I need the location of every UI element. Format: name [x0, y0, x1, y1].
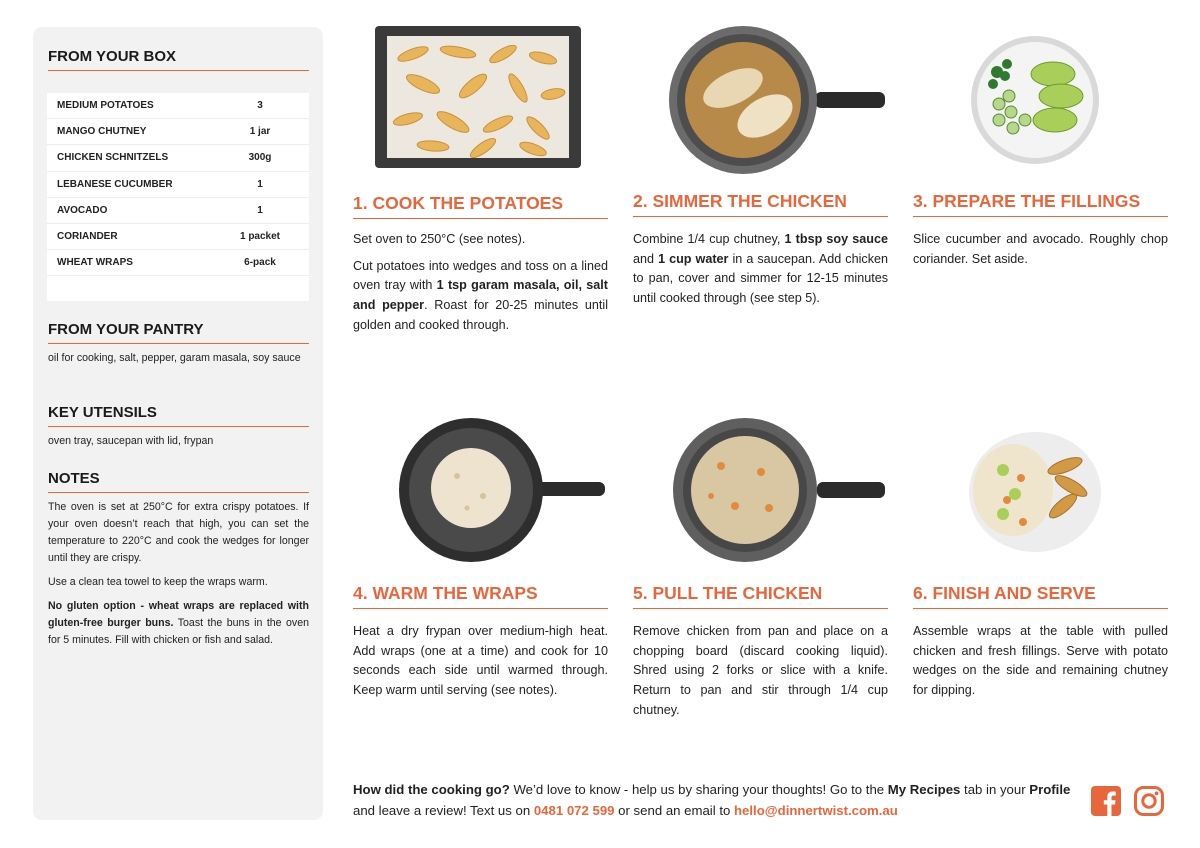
step-text: Assemble wraps at the table with pulled chicken and fresh fillings. Serve with potato wedges on the side and remaining chutney for dipping.: [913, 624, 1168, 698]
step-title: 4. WARM THE WRAPS: [353, 583, 608, 609]
table-row: [47, 250, 309, 276]
step-title: 2. SIMMER THE CHICKEN: [633, 191, 888, 217]
pulled-chicken-saucepan-image: [671, 416, 885, 564]
ingredient-qty: 1: [257, 178, 263, 190]
text-bold: 1 cup water: [658, 251, 729, 266]
table-row: [47, 198, 309, 224]
ingredient-qty: 6-pack: [244, 257, 276, 269]
pantry-text: oil for cooking, salt, pepper, garam masala, soy sauce: [48, 352, 301, 364]
from-box-heading: FROM YOUR BOX: [48, 48, 309, 71]
instagram-icon[interactable]: [1133, 785, 1165, 817]
table-row: [47, 224, 309, 250]
profile-link[interactable]: Profile: [1029, 782, 1071, 797]
footer-text: We’d love to know - help us by sharing your thoughts! Go to the: [509, 782, 888, 797]
finished-wraps-image: [967, 430, 1103, 554]
step-title: 6. FINISH AND SERVE: [913, 583, 1168, 609]
text-bold: 1 tbsp soy sauce: [784, 232, 888, 246]
ingredient-qty: 1: [257, 204, 263, 216]
notes-heading: NOTES: [48, 470, 309, 493]
step-text: Slice cucumber and avocado. Roughly chop coriander. Set aside.: [913, 232, 1168, 266]
note-paragraph: [48, 598, 309, 649]
step-paragraph: [353, 257, 608, 336]
ingredient-name: CHICKEN SCHNITZELS: [57, 152, 169, 164]
fillings-plate-image: [969, 34, 1101, 166]
ingredient-qty: 3: [257, 100, 263, 112]
utensils-text: oven tray, saucepan with lid, frypan: [48, 435, 214, 447]
table-row: [47, 93, 309, 119]
step-text: [633, 230, 888, 316]
email-link[interactable]: hello@dinnertwist.com.au: [734, 803, 898, 818]
ingredient-name: CORIANDER: [57, 231, 118, 243]
ingredient-qty: 1 packet: [239, 231, 281, 243]
text-span: . Roast for 20-25 minutes until golden and cooked through.: [353, 298, 608, 332]
step-title: 3. PREPARE THE FILLINGS: [913, 191, 1168, 217]
table-row: [47, 119, 309, 145]
text-bold: 1 tsp garam masala, oil, salt and pepper: [353, 278, 608, 313]
note-paragraph: Use a clean tea towel to keep the wraps warm.: [48, 576, 268, 588]
text-span: Cut potatoes into wedges and toss on a lined oven tray with: [353, 258, 608, 293]
ingredient-qty: 300g: [248, 152, 272, 164]
text-span: and: [633, 251, 659, 266]
box-ingredients-table: [47, 93, 309, 301]
ingredient-qty: 1 jar: [249, 126, 271, 138]
ingredient-name: AVOCADO: [57, 204, 108, 216]
note-rest: Toast the buns in the oven for 5 minutes. Fill with chicken or fish and salad.: [48, 617, 309, 646]
text-span: in a saucepan. Add chicken to pan, cover and simmer for 12-15 minutes until cooked through (see step 5).: [633, 251, 888, 306]
footer-text: or send an email to: [614, 803, 734, 818]
note-paragraph: The oven is set at 250°C for extra crispy potatoes. If your oven doesn’t reach that high, you can set the temperature to 220°C and cook the wedges for longer until they are crispy.: [48, 501, 309, 564]
step-text: [353, 230, 608, 343]
notes-text: [48, 499, 309, 656]
ingredient-name: LEBANESE CUCUMBER: [57, 178, 173, 190]
my-recipes-link[interactable]: My Recipes: [887, 782, 961, 797]
step-paragraph: [633, 230, 888, 309]
table-row: [47, 145, 309, 171]
step-text: Heat a dry frypan over medium-high heat. Add wraps (one at a time) and cook for 10 seconds each side until warmed through. Keep warm until serving (see notes).: [353, 624, 608, 698]
feedback-footer: [353, 779, 1073, 821]
frypan-wrap-image: [397, 416, 607, 562]
facebook-icon[interactable]: [1090, 785, 1122, 817]
step-text: Remove chicken from pan and place on a chopping board (discard cooking liquid). Shred using 2 forks or slice with a knife. Return to pan and stir through 1/4 cup chutney.: [633, 624, 888, 717]
step-paragraph: Set oven to 250°C (see notes).: [353, 232, 526, 246]
footer-text: and leave a review! Text us on: [353, 803, 534, 818]
text-span: Combine 1/4 cup chutney,: [633, 232, 785, 246]
footer-question: How did the cooking go?: [353, 782, 510, 797]
note-bold: No gluten option - wheat wraps are replaced with gluten-free burger buns.: [48, 600, 309, 629]
step-title: 1. COOK THE POTATOES: [353, 193, 608, 219]
utensils-heading: KEY UTENSILS: [48, 404, 309, 427]
ingredient-name: MANGO CHUTNEY: [57, 126, 147, 138]
pantry-heading: FROM YOUR PANTRY: [48, 321, 309, 344]
table-row: [47, 172, 309, 198]
phone-link[interactable]: 0481 072 599: [533, 803, 615, 818]
potato-wedges-tray-image: [373, 24, 583, 170]
ingredient-name: MEDIUM POTATOES: [57, 100, 154, 112]
chicken-saucepan-image: [665, 24, 885, 174]
footer-text: tab in your: [960, 782, 1030, 797]
ingredient-name: WHEAT WRAPS: [57, 257, 133, 269]
sidebar: [33, 27, 323, 820]
step-title: 5. PULL THE CHICKEN: [633, 583, 888, 609]
